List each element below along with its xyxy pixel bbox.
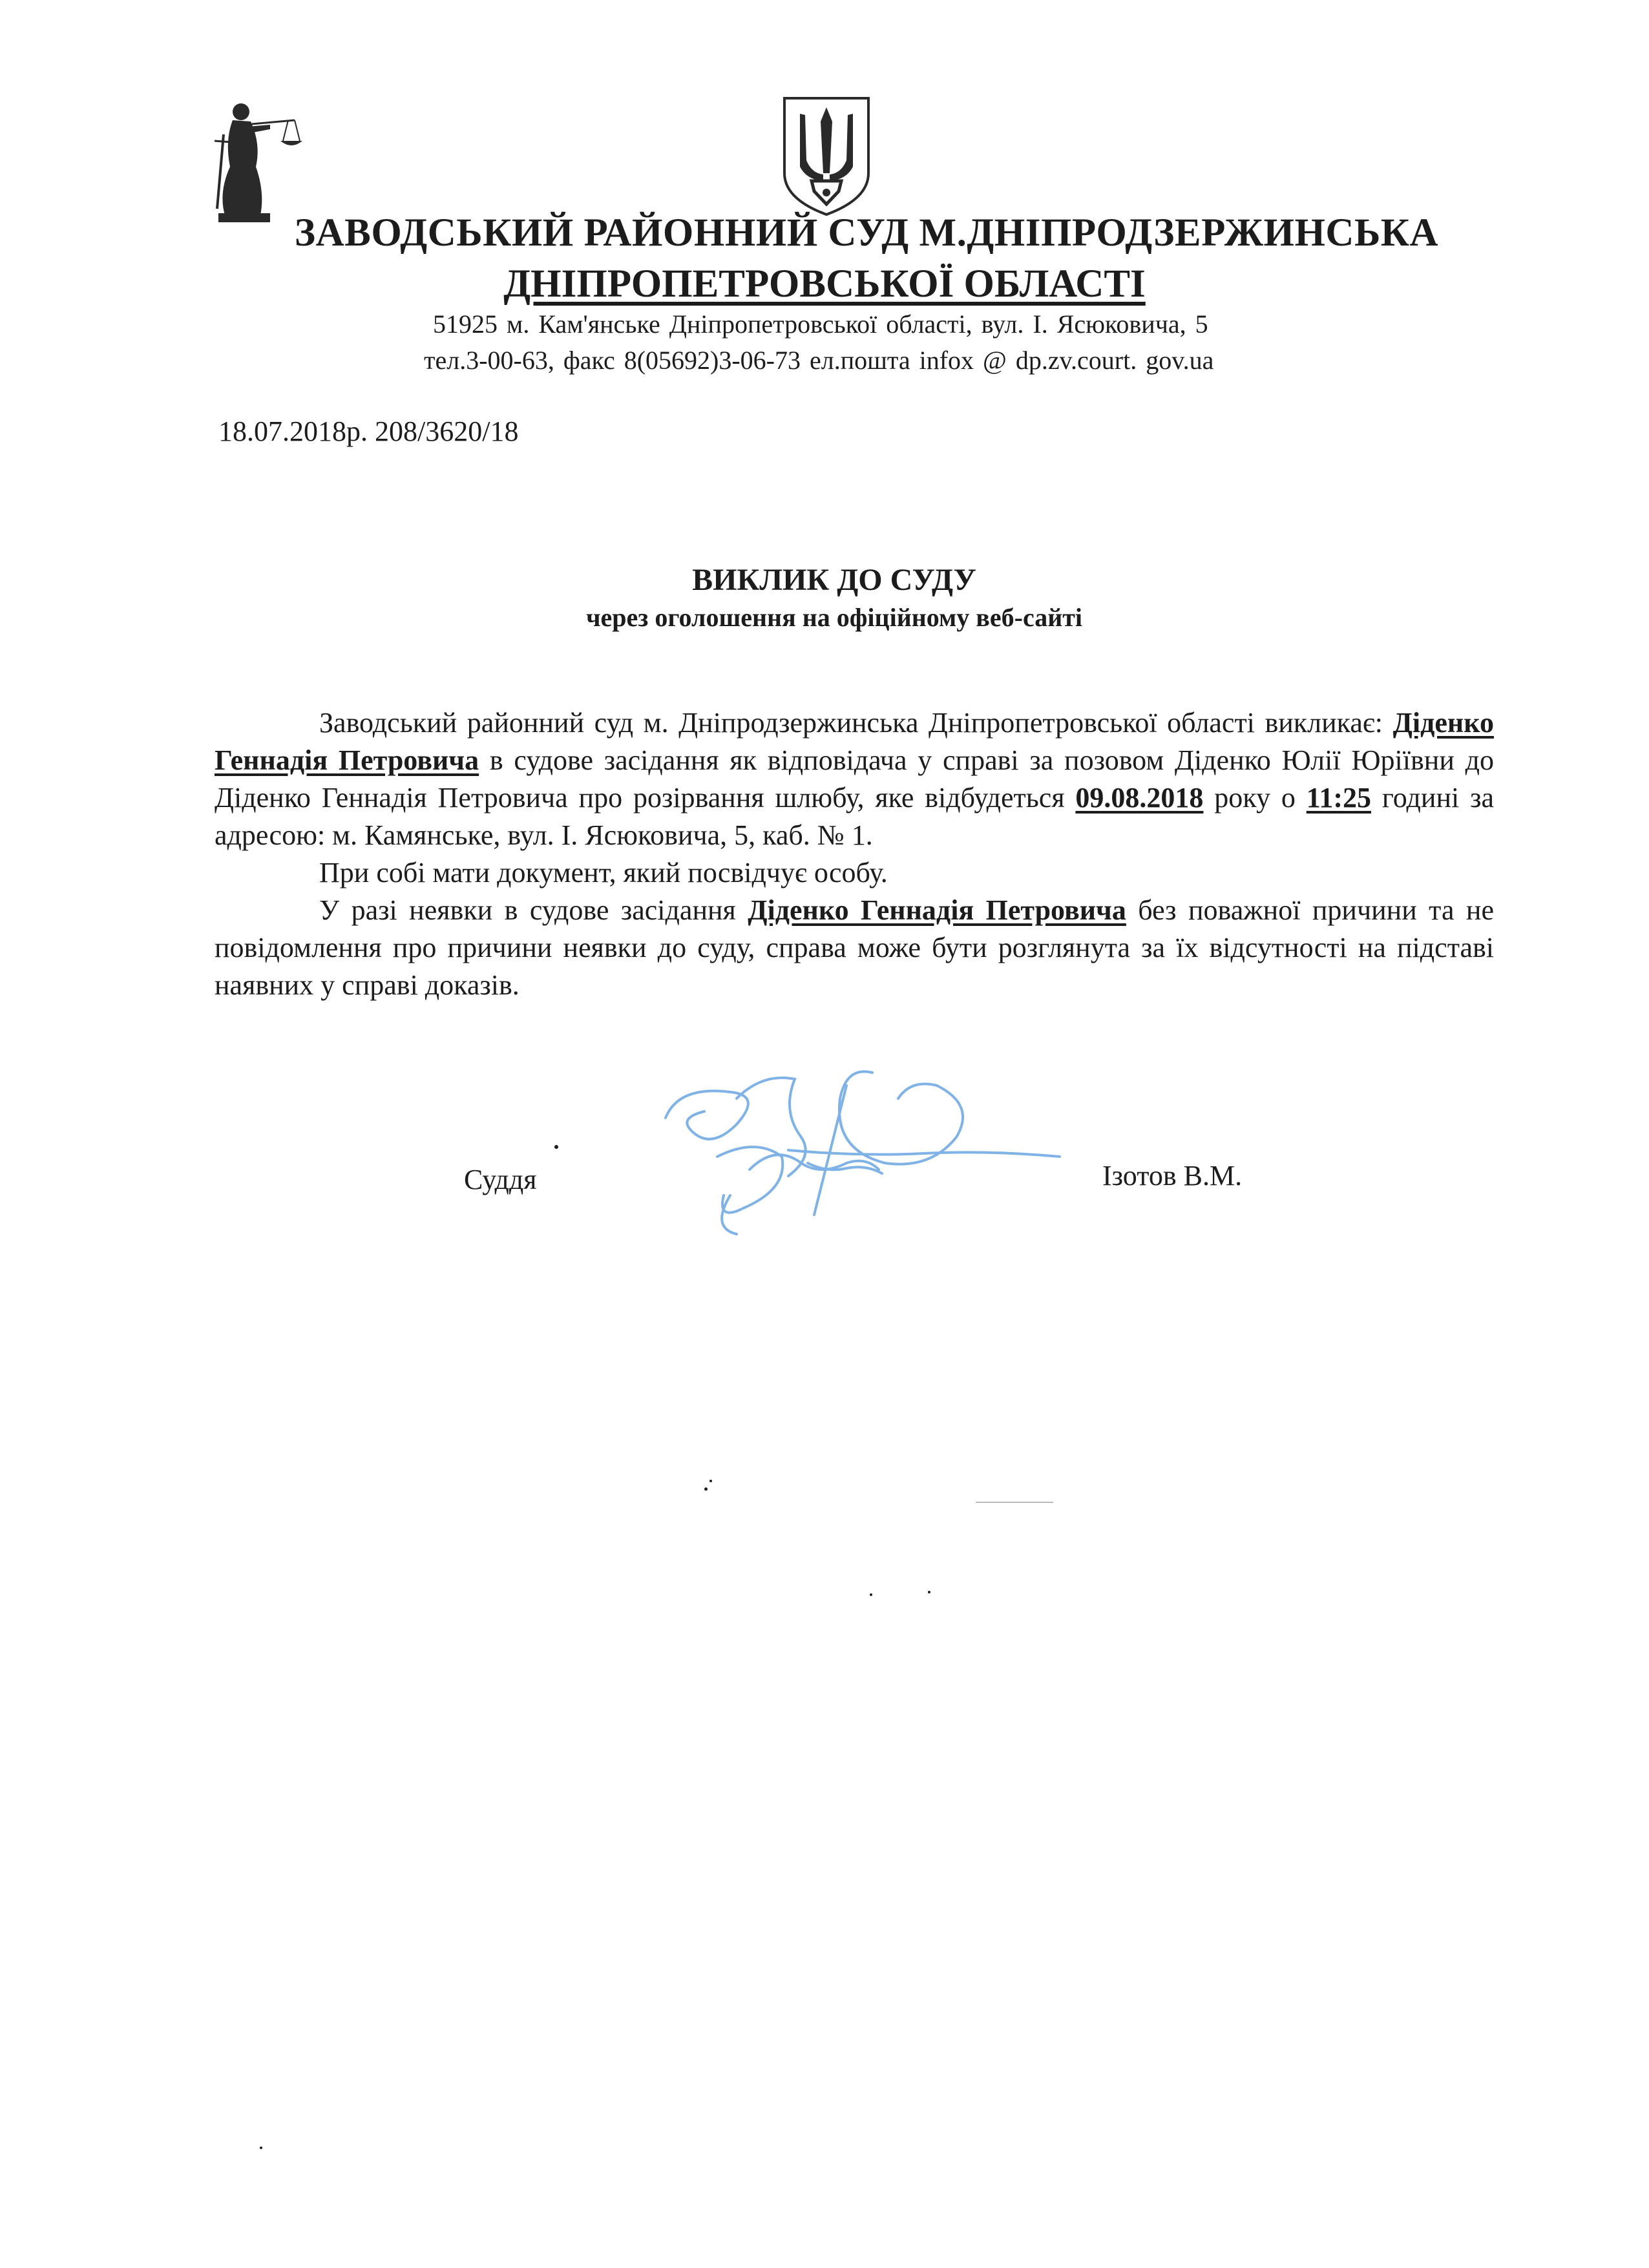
document-title: ВИКЛИК ДО СУДУ (692, 563, 976, 597)
scan-speck (928, 1591, 930, 1593)
hearing-date: 09.08.2018 (1075, 782, 1204, 814)
ink-dot (554, 1145, 558, 1149)
text-segment: годині за адресою: м. Камянське, вул. І. Ясюковича, 5, каб. № 1. (215, 782, 1494, 851)
ukraine-trident-icon (781, 96, 872, 217)
scan-speck (260, 2147, 262, 2149)
scan-speck (709, 1480, 712, 1482)
text-segment: в судове засідання як відповідача у справі за позовом Діденко Юлії Юріївни до Діденко Геннадія Петровича про розірвання шлюбу, яке відбудеться (215, 744, 1494, 814)
court-address: 51925 м. Кам'янське Дніпропетровської області, вул. І. Ясюковича, 5 (433, 310, 1208, 339)
scan-speck (870, 1593, 872, 1596)
court-region: ДНІПРОПЕТРОВСЬКОЇ ОБЛАСТІ (503, 262, 1146, 306)
defendant-name: Діденко Геннадія Петровича (748, 894, 1126, 926)
defendant-name: Діденко Геннадія Петровича (215, 707, 1494, 776)
document-subtitle: через оголошення на офіційному веб-сайті (585, 603, 1083, 632)
themis-statue-icon (205, 96, 302, 225)
signature-icon (653, 1060, 1066, 1247)
court-contacts: тел.3-00-63, факс 8(05692)3-06-73 ел.пошта infox @ dp.zv.court. gov.ua (424, 346, 1214, 375)
summons-body (215, 704, 1494, 1004)
judge-label: Суддя (464, 1164, 537, 1195)
text-segment: У разі неявки в судове засідання (319, 894, 748, 926)
hearing-time: 11:25 (1306, 782, 1371, 814)
document-date-number: 18.07.2018р. 208/3620/18 (218, 415, 519, 447)
judge-name: Ізотов В.М. (1102, 1160, 1243, 1192)
text-segment: без поважної причини та не повідомлення про причини неявки до суду, справа може бути розглянута за їх відсутності на підставі наявних у справі доказів. (215, 894, 1494, 1001)
paragraph-id-document: При собі мати документ, який посвідчує особу. (319, 857, 888, 888)
paragraph-summons (215, 704, 1494, 854)
text-segment: року о (1203, 782, 1307, 814)
court-name: ЗАВОДСЬКИЙ РАЙОННИЙ СУД М.ДНІПРОДЗЕРЖИНСЬКА (294, 211, 1439, 255)
scan-speck (704, 1487, 708, 1491)
text-segment: Заводський районний суд м. Дніпродзержинська Дніпропетровської області викликає: (319, 707, 1393, 739)
scan-line (976, 1502, 1053, 1503)
paragraph-absence (215, 892, 1494, 1004)
